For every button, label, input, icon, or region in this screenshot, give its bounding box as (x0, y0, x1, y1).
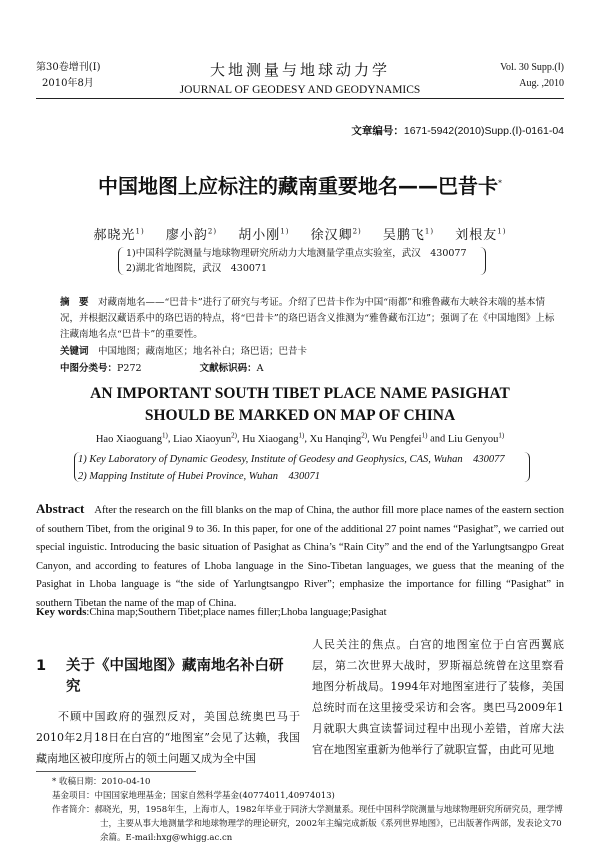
classification-value: P272 (117, 363, 142, 374)
article-number-label: 文章编号： (351, 125, 404, 137)
author-en: Hao Xiaoguang$^{1)}$ (95, 431, 168, 445)
section-number: 1 (36, 658, 47, 674)
title-en (0, 383, 600, 427)
title-cn (0, 170, 600, 199)
header-rule (36, 98, 564, 99)
body-column-right (312, 634, 564, 760)
footnote-received: * 收稿日期：2010-04-10 (52, 777, 151, 787)
body-paragraph: 不顾中国政府的强烈反对，美国总统奥巴马于2010年2月18日在白宫的“地图室”会见了达赖，我国藏南地区被印度所占的领土问题又成为全中国 (36, 710, 300, 765)
footnote-funding: 基金项目：中国国家地理基金；国家自然科学基金(40774011,40974013) (52, 791, 335, 801)
affiliation-en-brace-right (524, 452, 530, 482)
affiliation-brace-left (118, 247, 124, 275)
affiliation-en: 2) Mapping Institute of Hubei Province, Wuhan 430071 (78, 471, 320, 482)
authors-cn (0, 224, 600, 243)
abstract-cn-label: 摘 要 (60, 297, 89, 308)
author-cn: 刘根友$^{1)}$ (455, 227, 507, 243)
title-footnote-mark: * (498, 178, 502, 188)
author-cn: 廖小韵$^{2)}$ (165, 227, 218, 243)
body-paragraph: 人民关注的焦点。白宫的地图室位于白宫西翼底层，第二次世界大战时，罗斯福总统曾在这里察看地图分析战局。1994年对地图室进行了装修，美国总统时而在这里接受采访和会客。奥巴马2009年1月就职大典宣读誓词过程中出现小差错，首席大法官在地图室重新为他举行了就职宣誓，由此可见地 (312, 638, 564, 756)
keywords-en-label: Key words (36, 606, 87, 618)
author-cn: 吴鹏飞$^{1)}$ (382, 227, 435, 243)
date-cn: 2010年8月 (42, 78, 94, 89)
journal-title-en: JOURNAL OF GEODESY AND GEODYNAMICS (179, 84, 421, 96)
abstract-en (36, 500, 564, 613)
footnotes (36, 775, 564, 845)
author-en: Wu Pengfei$^{1)}$ (372, 431, 428, 445)
title-cn-text: 中国地图上应标注的藏南重要地名——巴昔卡 (98, 174, 498, 198)
keywords-en (36, 606, 387, 618)
body-column-left (36, 706, 300, 769)
section-heading (36, 656, 298, 698)
keywords-cn (60, 343, 307, 357)
affiliation-brace-right (480, 247, 486, 275)
author-en: Xu Hanqing$^{2)}$ (309, 431, 368, 445)
abstract-en-text: After the research on the fill blanks on the map of China, the author fill more place names of the eastern section of southern Tibet, from the original 9 to 36. In this paper, for one of the additional 27 point names “Pasighat”, we carried out special inguistic. Introducing the basic situation of Pasighat as China’s “Rain City” and the end of the Yarlungtsangpo Great Canyon, and according to features of Lhoba language in the Sino-Tibetan languages, we guess that the meaning of the Pasighat in Lhoba language is “the side of Yarlungtsangpo River”; emphasize the importance for filling “Pasighat” in southern Tibetan the name of the map of China. (36, 505, 564, 609)
affiliation-cn: 2)湖北省地图院，武汉 430071 (126, 263, 268, 274)
journal-title-cn: 大地测量与地球动力学 (209, 61, 390, 79)
affiliation-en: 1) Key Laboratory of Dynamic Geodesy, Institute of Geodesy and Geophysics, CAS, Wuhan 430077 (78, 454, 505, 465)
doc-code-label: 文献标识码： (199, 363, 257, 374)
volume-en: Vol. 30 Supp.(Ⅰ) (500, 62, 564, 73)
section-title-line: 究 (66, 679, 81, 695)
affiliations-en (78, 451, 505, 485)
author-en: Liao Xiaoyun$^{2)}$ (173, 431, 237, 445)
author-cn: 胡小刚$^{1)}$ (238, 227, 290, 243)
article-number-value: 1671-5942(2010)Supp.(Ⅰ)-0161-04 (403, 125, 564, 137)
keywords-en-text: :China map;Southern Tibet;place names filler;Lhoba language;Pasighat (86, 607, 387, 618)
section-title-line: 关于《中国地图》藏南地名补白研 (66, 658, 284, 674)
author-en: Liu Genyou$^{1)}$ (447, 431, 505, 445)
volume-cn: 第30卷增刊(Ⅰ) (36, 62, 101, 73)
affiliation-cn: 1)中国科学院测量与地球物理研究所动力大地测量学重点实验室，武汉 430077 (126, 248, 467, 259)
footnote-rule (36, 771, 196, 772)
classification (60, 360, 264, 374)
doc-code-value: A (256, 363, 264, 374)
author-cn: 郝晓光$^{1)}$ (93, 227, 145, 243)
title-en-line: AN IMPORTANT SOUTH TIBET PLACE NAME PASIGHAT (90, 385, 510, 402)
classification-label: 中图分类号： (60, 363, 118, 374)
date-en: Aug. ,2010 (519, 78, 564, 89)
abstract-cn (60, 295, 560, 343)
article-number (351, 123, 564, 138)
authors-en: Hao Xiaoguang$^{1)}$, Liao Xiaoyun$^{2)}$, Hu Xiaogang$^{1)}$, Xu Hanqing$^{2)}$, Wu Pengfei$^{1)}$ and Liu Genyou$^{1)}$ (95, 431, 505, 445)
title-en-line: SHOULD BE MARKED ON MAP OF CHINA (144, 407, 456, 424)
author-cn: 徐汉卿$^{2)}$ (310, 227, 362, 243)
keywords-cn-text: 中国地图；藏南地区；地名补白；珞巴语；巴昔卡 (98, 346, 308, 357)
affiliations-cn (126, 246, 467, 276)
author-en: Hu Xiaogang$^{1)}$ (242, 431, 305, 445)
footnote-author: 作者简介：郝晓光，男，1958年生，上海市人，1982年毕业于同济大学测量系。现任中国科学院测量与地球物理研究所研究员，理学博士，主要从事大地测量学和地球物理学的理论研究，2002年主编完成新版《系列世界地图》，已出版著作两部，发表论文70余篇。E-mail:hxg@whigg.ac.cn (52, 805, 563, 843)
header-volume-en (500, 60, 564, 92)
keywords-cn-label: 关键词 (60, 346, 89, 357)
abstract-en-label: Abstract (36, 501, 85, 516)
abstract-cn-text: 对藏南地名——“巴昔卡”进行了研究与考证。介绍了巴昔卡作为中国“雨都”和雅鲁藏布大峡谷末端的基本情况，并根据汉藏语系中的珞巴语的特点，将“巴昔卡”的珞巴语含义推测为“雅鲁藏布江边”；强调了在《中国地图》上标注藏南地名点“巴昔卡”的重要性。 (60, 297, 555, 340)
